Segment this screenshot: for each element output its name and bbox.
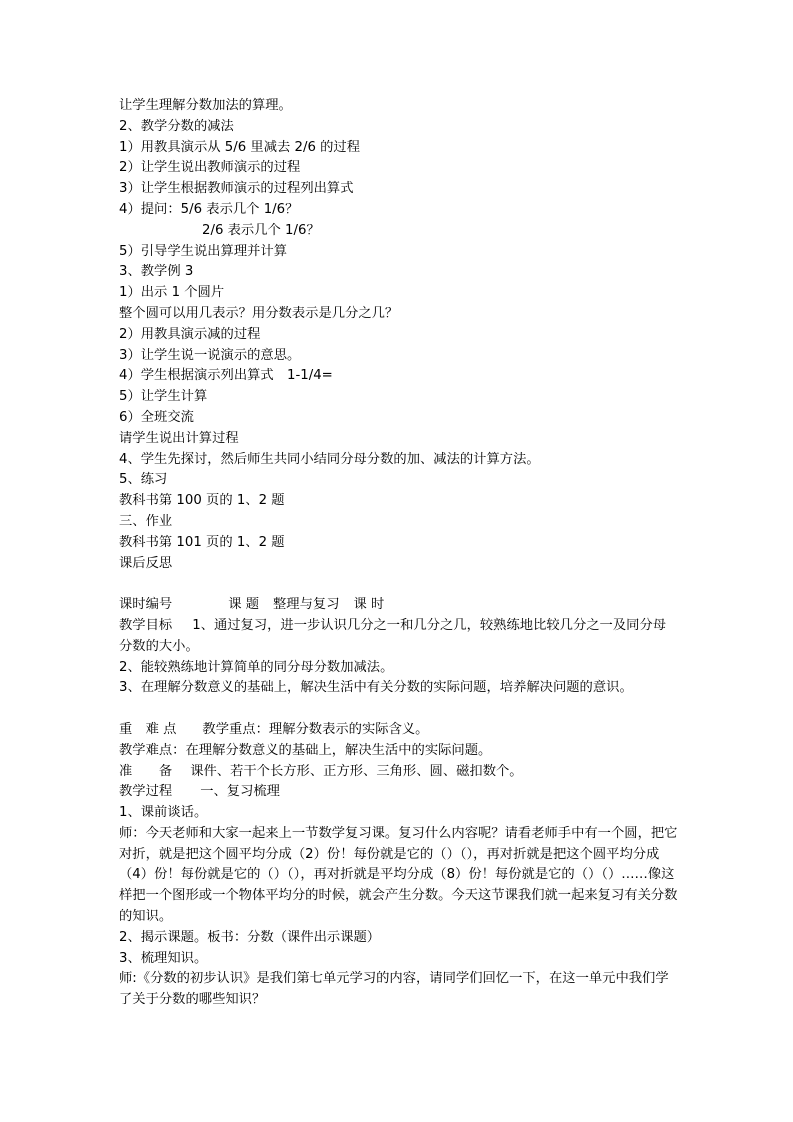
process-item: 2、揭示课题。板书：分数（课件出示课题） (119, 929, 381, 945)
label-key-points: 重 难 点 (119, 721, 177, 737)
preparation-row (119, 762, 679, 783)
text-line: 让学生理解分数加法的算理。 (119, 98, 292, 113)
teaching-difficulty: 教学难点：在理解分数意义的基础上，解决生活中的实际问题。 (119, 742, 492, 758)
text-line: 教科书第 100 页的 1、2 题 (119, 493, 285, 509)
label-period: 课 时 (353, 597, 385, 613)
section-heading: 4、学生先探讨，然后师生共同小结同分母分数的加、减法的计算方法。 (119, 451, 540, 467)
process-row (119, 782, 679, 803)
list-item: 1）出示 1 个圆片 (119, 285, 225, 301)
list-item: 5）引导学生说出算理并计算 (119, 243, 288, 259)
list-item: 2）用教具演示减的过程 (119, 326, 261, 342)
label-goals: 教学目标 (119, 617, 173, 633)
list-item: 4）提问：5/6 表示几个 1/6？ (119, 201, 299, 217)
process-item: 3、梳理知识。 (119, 950, 208, 966)
section-heading: 2、教学分数的减法 (119, 118, 234, 134)
list-item: 6）全班交流 (119, 409, 194, 425)
list-item: 2）让学生说出教师演示的过程 (119, 160, 301, 176)
section-heading: 3、教学例 3 (119, 264, 194, 280)
teaching-focus: 教学重点：理解分数表示的实际含义。 (202, 721, 429, 737)
text-line: 整个圆可以用几表示？用分数表示是几分之几？ (119, 305, 399, 321)
key-points-row (119, 720, 679, 741)
list-item: 3）让学生根据教师演示的过程列出算式 (119, 181, 354, 197)
process-step-1: 一、复习梳理 (200, 784, 280, 800)
section-heading: 三、作业 (119, 513, 173, 529)
document-body (119, 96, 679, 1011)
process-item: 1、课前谈话。 (119, 805, 208, 821)
teaching-goals (119, 616, 679, 658)
spacer (119, 574, 679, 595)
goal-3: 3、在理解分数意义的基础上，解决生活中有关分数的实际问题，培养解决问题的意识。 (119, 680, 633, 696)
text-line: 请学生说出计算过程 (119, 430, 239, 446)
process-paragraph: 师:《分数的初步认识》是我们第七单元学习的内容，请同学们回忆一下，在这一单元中我们学了关于分数的哪些知识？ (119, 971, 669, 1008)
goal-1: 1、通过复习，进一步认识几分之一和几分之几，较熟练地比较几分之一及同分母分数的大小。 (119, 617, 667, 654)
label-topic: 课 题 (228, 597, 260, 613)
text-line: 教科书第 101 页的 1、2 题 (119, 534, 285, 550)
lesson-topic: 整理与复习 (273, 597, 340, 613)
goal-2: 2、能较熟练地计算简单的同分母分数加减法。 (119, 659, 394, 675)
section-heading: 5、练习 (119, 472, 168, 488)
process-paragraph: 师：今天老师和大家一起来上一节数学复习课。复习什么内容呢？请看老师手中有一个圆，把它对折，就是把这个圆平均分成（2）份！每份就是它的（）（），再对折就是把这个圆平均分成（4）份！每份就是它的（）（），再对折就是平均分成（8）份！每份就是它的（）（）……像这样把一个图形或一个物体平均分的时候，就会产生分数。今天这节课我们就一起来复习有关分数的知识。 (119, 825, 678, 925)
list-item: 5）让学生计算 (119, 389, 208, 405)
list-item-continuation: 2/6 表示几个 1/6？ (202, 222, 320, 238)
label-preparation: 准 备 (119, 763, 173, 779)
preparation-items: 课件、若干个长方形、正方形、三角形、圆、磁扣数个。 (190, 763, 523, 779)
spacer (119, 699, 679, 720)
list-item: 3）让学生说一说演示的意思。 (119, 347, 301, 363)
label-process: 教学过程 (119, 784, 173, 800)
text-line: 课后反思 (119, 555, 173, 571)
list-item: 4）学生根据演示列出算式 1-1/4= (119, 368, 333, 384)
label-lesson-no: 课时编号 (119, 597, 173, 613)
list-item: 1）用教具演示从 5/6 里减去 2/6 的过程 (119, 139, 361, 155)
lesson-header-row (119, 595, 679, 616)
